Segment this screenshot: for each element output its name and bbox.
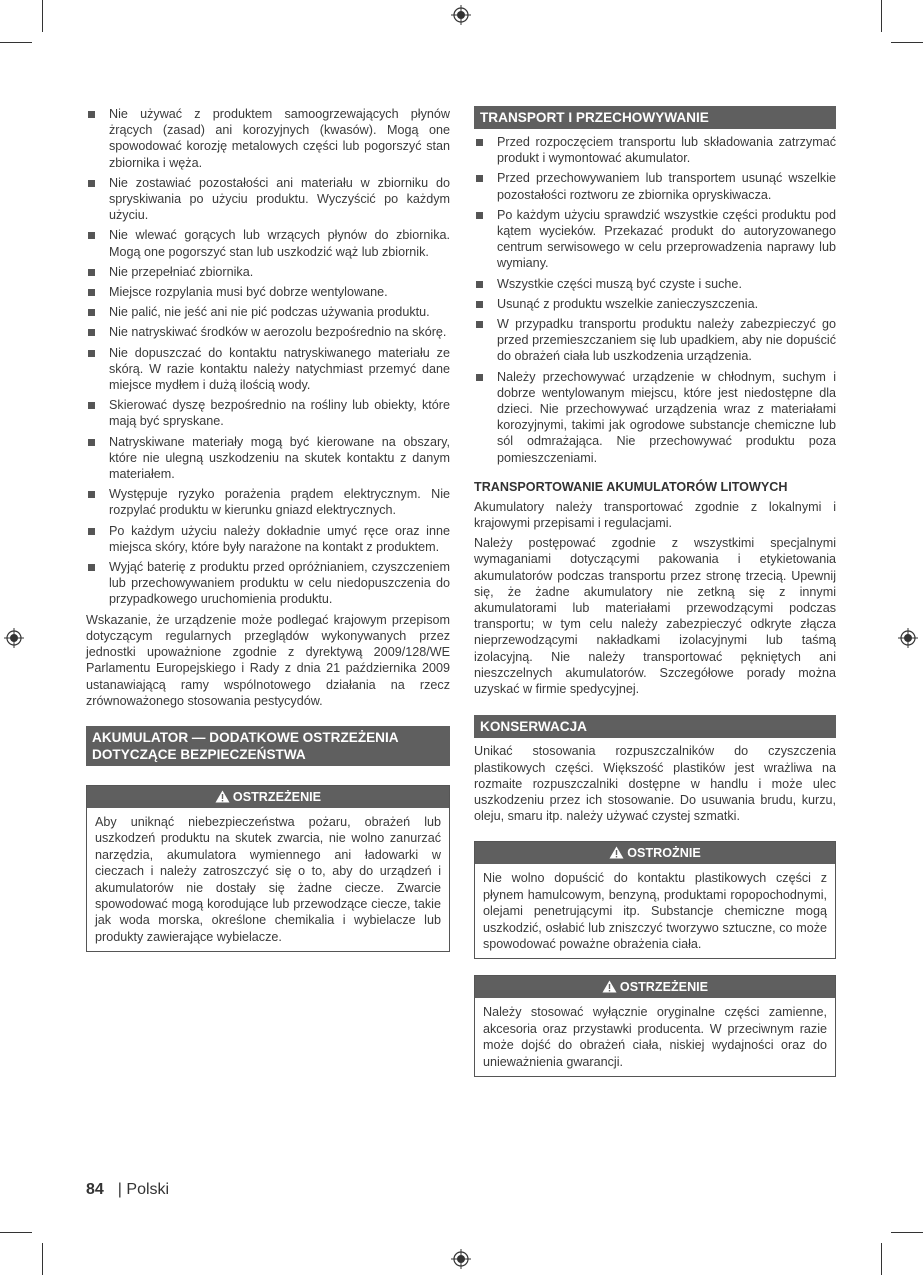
- registration-mark-icon: [898, 628, 918, 648]
- warning-title-2: OSTRZEŻENIE: [619, 980, 709, 995]
- maintenance-paragraph: Unikać stosowania rozpuszczalników do czyszczenia plastikowych części. Większość plastików jest wrażliwa na rozmaite rozpuszczalniki dostępne w handlu i może ulec uszkodzeniu przez ich stosowanie. Do usuwania brudu, kurzu, oleju, smaru itp. należy używać czystej szmatki.: [474, 744, 836, 824]
- list-item: Nie przepełniać zbiornika.: [86, 264, 450, 280]
- safety-bullet-list: [86, 106, 450, 608]
- list-item: Występuje ryzyko porażenia prądem elektrycznym. Nie rozpylać produktu w kierunku gniazd elektrycznych.: [86, 486, 450, 518]
- crop-mark: [891, 42, 923, 43]
- left-column: [86, 106, 450, 952]
- crop-mark: [42, 0, 43, 32]
- list-item: Nie natryskiwać środków w aerozolu bezpośrednio na skórę.: [86, 324, 450, 340]
- list-item: W przypadku transportu produktu należy zabezpieczyć go przed przemieszczaniem się lub upadkiem, aby nie dopuścić do obrażeń ciała lub uszkodzenia urządzenia.: [474, 316, 836, 365]
- registration-mark-icon: [4, 628, 24, 648]
- caution-body: Nie wolno dopuścić do kontaktu plastikowych części z płynem hamulcowym, benzyną, produktami ropopochodnymi, olejami penetrującymi itp. Substancje chemiczne mogą uszkodzić, osłabić lub zniszczyć tworzywo sztuczne, co może spowodować poważne obrażenia ciała.: [483, 871, 827, 951]
- lithium-paragraph-1: Akumulatory należy transportować zgodnie z lokalnymi i krajowymi przepisami i regulacjami.: [474, 499, 836, 531]
- list-item: Należy przechowywać urządzenie w chłodnym, suchym i dobrze wentylowanym miejscu, które jest niedostępne dla dzieci. Nie przechowywać urządzenia wraz z materiałami korozyjnymi, takimi jak ogrodowe substancje chemiczne lub sól odmrażająca. Nie przechowywać produktu poza pomieszczeniami.: [474, 369, 836, 466]
- crop-mark: [881, 0, 882, 32]
- crop-mark: [0, 1232, 32, 1233]
- list-item: Miejsce rozpylania musi być dobrze wentylowane.: [86, 284, 450, 300]
- lithium-paragraph-2: Należy postępować zgodnie z wszystkimi specjalnymi wymaganiami dotyczącymi pakowania i etykietowania akumulatorów podczas transportu przez stronę trzecią. Upewnij się, że żadne akumulatory nie zetkną się z innymi akumulatorami lub materiałami przewodzącymi podczas transportu; w tym celu należy zabezpieczyć odkryte złącza nieprzewodzącymi nakładkami izolacyjnymi lub taśmą izolacyjną. Nie należy transportować pękniętych ani nieszczelnych akumulatorów. Szczegółowe porady można uzyskać w firmie spedycyjnej.: [474, 536, 836, 697]
- crop-mark: [42, 1243, 43, 1275]
- warning-body-2: Należy stosować wyłącznie oryginalne części zamienne, akcesoria oraz przystawki producenta. W przeciwnym razie może dojść do obrażeń ciała, niskiej wydajności oraz do unieważnienia gwarancji.: [483, 1005, 827, 1069]
- caution-box: [474, 841, 836, 959]
- warning-triangle-icon: [215, 790, 230, 803]
- warning-box: [86, 785, 450, 952]
- transport-bullet-list: [474, 134, 836, 466]
- warning-header-2: [475, 976, 835, 998]
- page-footer: [86, 1181, 169, 1199]
- crop-mark: [881, 1243, 882, 1275]
- warning-title: OSTRZEŻENIE: [232, 789, 322, 804]
- caution-header: [475, 842, 835, 864]
- right-column: [474, 106, 836, 1077]
- transport-heading: TRANSPORT I PRZECHOWYWANIE: [474, 106, 836, 129]
- list-item: Przed przechowywaniem lub transportem usunąć wszelkie pozostałości roztworu ze zbiornika opryskiwacza.: [474, 170, 836, 202]
- caution-title: OSTROŻNIE: [627, 846, 701, 861]
- list-item: Wyjąć baterię z produktu przed opróżnianiem, czyszczeniem lub przechowywaniem produktu w celu niedopuszczenia do przypadkowego uruchomienia produktu.: [86, 559, 450, 608]
- crop-mark: [891, 1232, 923, 1233]
- warning-triangle-icon: [609, 846, 624, 859]
- list-item: Natryskiwane materiały mogą być kierowane na obszary, które nie ulegną uszkodzeniu na skutek kontaktu z danym materiałem.: [86, 434, 450, 483]
- warning-header: [87, 786, 449, 808]
- list-item: Nie wlewać gorących lub wrzących płynów do zbiornika. Mogą one pogorszyć stan lub uszkodzić wąż lub zbiornik.: [86, 227, 450, 259]
- list-item: Skierować dyszę bezpośrednio na rośliny lub obiekty, które mają być spryskane.: [86, 397, 450, 429]
- warning-body: Aby uniknąć niebezpieczeństwa pożaru, obrażeń lub uszkodzeń produktu na skutek zwarcia, nie wolno zanurzać narzędzia, akumulatora wymiennego ani ładowarki w cieczach i należy zatroszczyć się o to, aby do urządzeń i akumulatorów nie dostały się żadne ciecze. Zwarcie spowodować mogą korodujące lub przewodzące ciecze, takie jak woda morska, określone chemikalia i wybielacze lub produkty zawierające wybielacze.: [95, 814, 441, 944]
- list-item: Nie zostawiać pozostałości ani materiału w zbiorniku do spryskiwania po użyciu produktu. Wyczyścić po każdym użyciu.: [86, 175, 450, 224]
- registration-mark-icon: [451, 1249, 471, 1269]
- list-item: Po każdym użyciu sprawdzić wszystkie części produktu pod kątem wycieków. Przekazać produkt do autoryzowanego centrum serwisowego w celu przeprowadzenia naprawy lub wymiany.: [474, 207, 836, 272]
- list-item: Usunąć z produktu wszelkie zanieczyszczenia.: [474, 296, 836, 312]
- list-item: Nie palić, nie jeść ani nie pić podczas używania produktu.: [86, 304, 450, 320]
- page-number: 84: [86, 1181, 104, 1198]
- warning-box-2: [474, 975, 836, 1077]
- regulation-note: Wskazanie, że urządzenie może podlegać krajowym przepisom dotyczącym regularnych przeglądów wykonywanych przez jednostki upoważnione zgodnie z dyrektywą 2009/128/WE Parlamentu Europejskiego i Rady z dnia 21 października 2009 ustanawiającą ramy wspólnotowego działania na rzecz zrównoważonego stosowania pestycydów.: [86, 612, 450, 708]
- list-item: Wszystkie części muszą być czyste i suche.: [474, 276, 836, 292]
- lithium-transport-heading: TRANSPORTOWANIE AKUMULATORÓW LITOWYCH: [474, 479, 788, 494]
- footer-language: | Polski: [117, 1181, 170, 1198]
- list-item: Nie używać z produktem samoogrzewających płynów żrących (zasad) ani korozyjnych (kwasów). Mogą one spowodować korozję metalowych części lub pogorszyć stan zbiornika i węża.: [86, 106, 450, 171]
- crop-mark: [0, 42, 32, 43]
- list-item: Przed rozpoczęciem transportu lub składowania zatrzymać produkt i wymontować akumulator.: [474, 134, 836, 166]
- list-item: Po każdym użyciu należy dokładnie umyć ręce oraz inne miejsca skóry, które były narażone na kontakt z produktem.: [86, 523, 450, 555]
- battery-safety-heading: AKUMULATOR — DODATKOWE OSTRZEŻENIA DOTYCZĄCE BEZPIECZEŃSTWA: [86, 726, 450, 766]
- warning-triangle-icon: [602, 980, 617, 993]
- list-item: Nie dopuszczać do kontaktu natryskiwanego materiału ze skórą. W razie kontaktu należy natychmiast przemyć dane miejsce mydłem i dużą ilością wody.: [86, 345, 450, 394]
- registration-mark-icon: [451, 5, 471, 25]
- maintenance-heading: KONSERWACJA: [474, 715, 836, 738]
